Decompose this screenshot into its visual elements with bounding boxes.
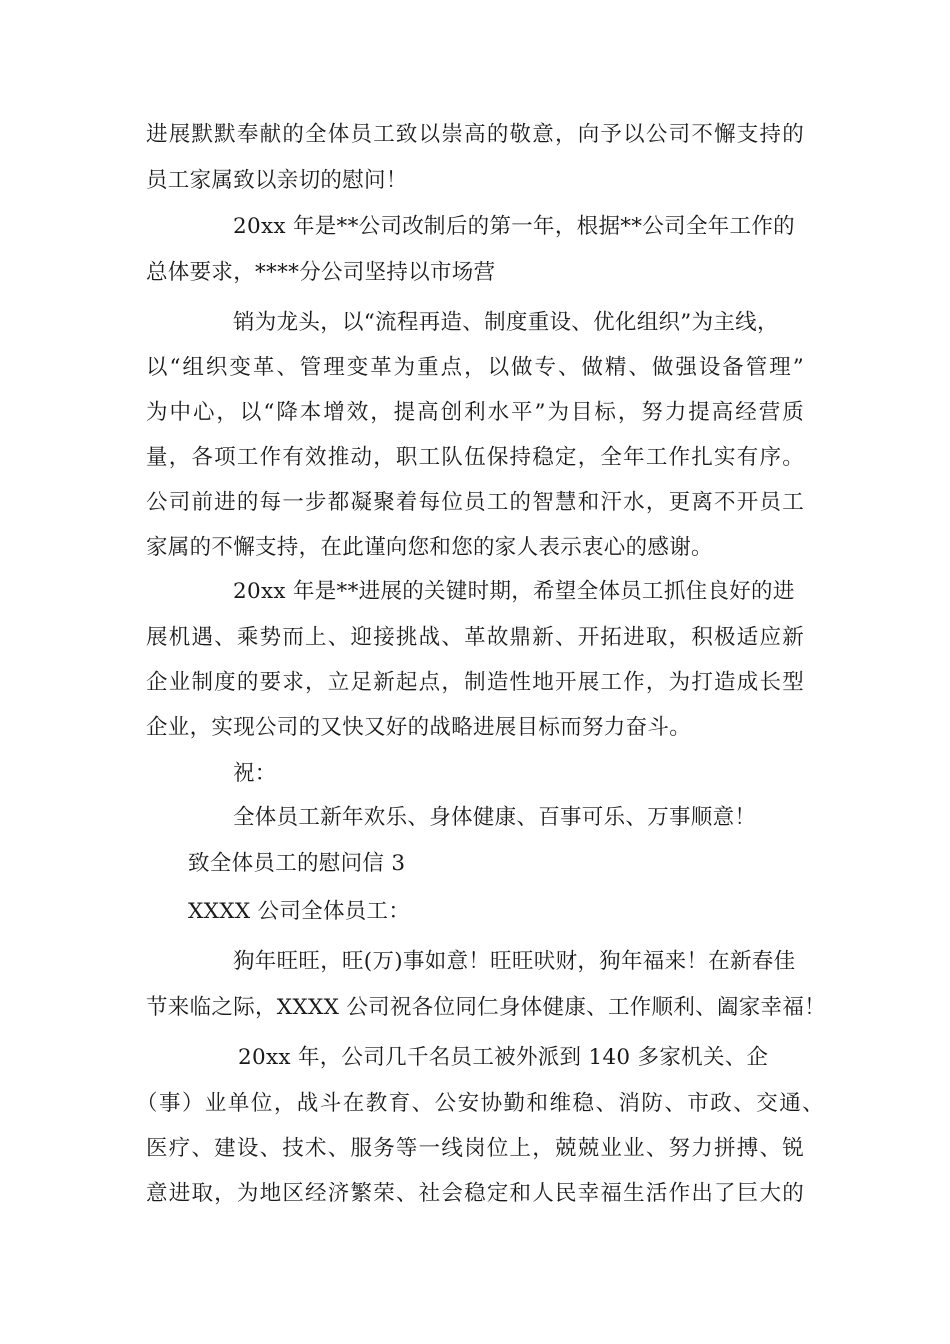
paragraph-line: 企业，实现公司的又快又好的战略进展目标而努力奋斗。 (146, 715, 692, 740)
paragraph-line: 展机遇、乘势而上、迎接挑战、革故鼎新、开拓进取，积极适应新 (146, 625, 804, 650)
paragraph-line: 量，各项工作有效推动，职工队伍保持稳定，全年工作扎实有序。 (146, 445, 804, 470)
paragraph-line: 意进取，为地区经济繁荣、社会稳定和人民幸福生活作出了巨大的 (146, 1181, 804, 1206)
greeting-line: 祝： (233, 761, 277, 786)
paragraph-line: 家属的不懈支持，在此谨向您和您的家人表示衷心的感谢。 (146, 535, 713, 560)
paragraph-line: 医疗、建设、技术、服务等一线岗位上，兢兢业业、努力拼搏、锐 (146, 1136, 804, 1161)
paragraph-line: （事）业单位，战斗在教育、公安协勤和维稳、消防、市政、交通、 (136, 1091, 824, 1116)
paragraph-line: 销为龙头，以“流程再造、制度重设、优化组织”为主线， (233, 310, 779, 335)
paragraph-line: 总体要求，****分公司坚持以市场营 (146, 260, 496, 285)
paragraph-line: 20xx 年是**进展的关键时期，希望全体员工抓住良好的进 (233, 579, 795, 604)
letter-title: 致全体员工的慰问信 3 (188, 851, 406, 876)
salutation: XXXX 公司全体员工： (188, 899, 411, 924)
paragraph-line: 员工家属致以亲切的慰问！ (146, 168, 408, 193)
paragraph-line: 20xx 年，公司几千名员工被外派到 140 多家机关、企 (238, 1045, 769, 1070)
wishes-line: 全体员工新年欢乐、身体健康、百事可乐、万事顺意！ (233, 805, 757, 830)
paragraph-line: 企业制度的要求，立足新起点，制造性地开展工作，为打造成长型 (146, 670, 804, 695)
paragraph-line: 狗年旺旺，旺(万)事如意！旺旺吠财，狗年福来！在新春佳 (233, 949, 796, 974)
paragraph-line: 以“组织变革、管理变革为重点，以做专、做精、做强设备管理” (146, 355, 804, 380)
paragraph-line: 进展默默奉献的全体员工致以崇高的敬意，向予以公司不懈支持的 (146, 122, 804, 147)
paragraph-line: 公司前进的每一步都凝聚着每位员工的智慧和汗水，更离不开员工 (146, 490, 804, 515)
paragraph-line: 20xx 年是**公司改制后的第一年，根据**公司全年工作的 (233, 214, 795, 239)
paragraph-line: 节来临之际，XXXX 公司祝各位同仁身体健康、工作顺利、阖家幸福！ (146, 995, 826, 1020)
paragraph-line: 为中心，以“降本增效，提高创利水平”为目标，努力提高经营质 (146, 400, 804, 425)
